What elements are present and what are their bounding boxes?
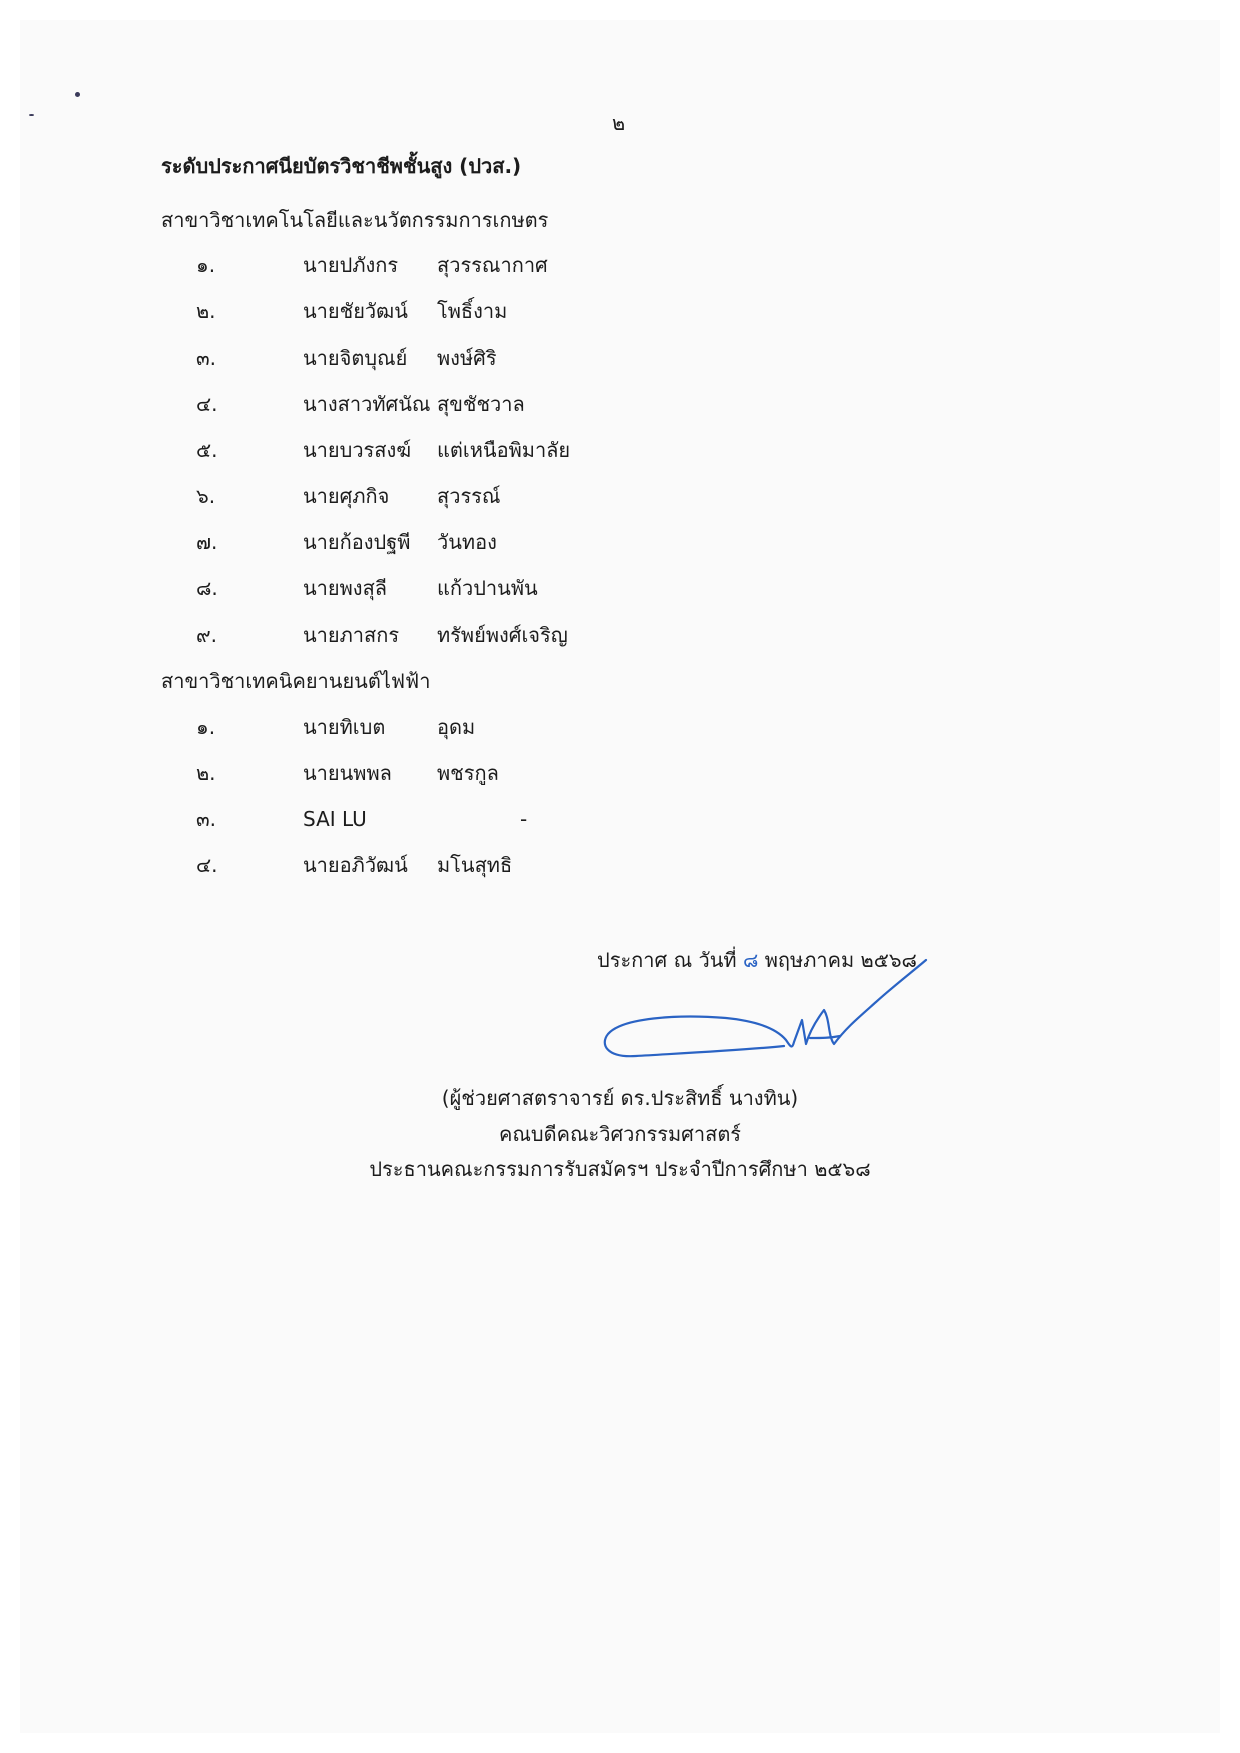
item-number: ๖.	[196, 484, 216, 508]
first-name: นายชัยวัฒน์	[303, 299, 408, 323]
scan-speck	[29, 114, 34, 116]
first-name: นายพงสุลี	[303, 576, 388, 600]
first-name: นายจิตบุณย์	[303, 346, 408, 370]
last-name: พชรกูล	[437, 761, 499, 785]
last-name: มโนสุทธิ	[437, 853, 513, 877]
item-number: ๓.	[196, 807, 217, 831]
signatory-name: (ผู้ช่วยศาสตราจารย์ ดร.ประสิทธิ์ นางทิน)	[441, 1086, 799, 1110]
signatory-position: คณบดีคณะวิศวกรรมศาสตร์	[498, 1122, 742, 1146]
list-item	[0, 297, 700, 329]
list-item	[0, 251, 700, 283]
last-name: อุดม	[437, 715, 476, 739]
first-name: นายปภังกร	[303, 253, 399, 277]
department-title: สาขาวิชาเทคโนโลยีและนวัตกรรมการเกษตร	[161, 208, 549, 232]
last-name: โพธิ์งาม	[437, 299, 508, 323]
handwritten-signature	[596, 958, 936, 1068]
first-name: นายศุภกิจ	[303, 484, 390, 508]
level-heading: ระดับประกาศนียบัตรวิชาชีพชั้นสูง (ปวส.)	[161, 154, 522, 178]
item-number: ๘.	[196, 576, 218, 600]
list-item	[0, 482, 700, 514]
item-number: ๑.	[196, 715, 216, 739]
first-name: นายนพพล	[303, 761, 392, 785]
item-number: ๒.	[196, 761, 216, 785]
item-number: ๒.	[196, 299, 216, 323]
announcement-day: ๘	[742, 948, 759, 972]
list-item	[0, 805, 700, 837]
last-name: แต่เหนือพิมาลัย	[437, 438, 571, 462]
last-name: วันทอง	[437, 530, 497, 554]
item-number: ๗.	[196, 530, 218, 554]
item-number: ๔.	[196, 392, 218, 416]
scan-speck	[75, 92, 80, 97]
first-name: นายก้องปฐพี	[303, 530, 411, 554]
list-item	[0, 390, 700, 422]
page-number: ๒	[612, 111, 626, 135]
department-title: สาขาวิชาเทคนิคยานยนต์ไฟฟ้า	[161, 669, 431, 693]
announcement-month-year: พฤษภาคม ๒๕๖๘	[764, 948, 917, 972]
list-item	[0, 528, 700, 560]
list-item	[0, 851, 700, 883]
first-name: นายอภิวัฒน์	[303, 853, 408, 877]
list-item	[0, 713, 700, 745]
last-name: สุวรรณ์	[437, 484, 501, 508]
list-item	[0, 344, 700, 376]
last-name: สุขชัชวาล	[437, 392, 525, 416]
item-number: ๙.	[196, 623, 218, 647]
list-item	[0, 436, 700, 468]
last-name: -	[520, 807, 528, 831]
list-item	[0, 621, 700, 653]
announcement-prefix: ประกาศ ณ วันที่	[597, 948, 737, 972]
list-item	[0, 574, 700, 606]
last-name: สุวรรณากาศ	[437, 253, 548, 277]
first-name: นางสาวทัศนัณ	[303, 392, 431, 416]
first-name: SAI LU	[303, 807, 367, 831]
first-name: นายภาสกร	[303, 623, 400, 647]
item-number: ๑.	[196, 253, 216, 277]
last-name: พงษ์ศิริ	[437, 346, 497, 370]
item-number: ๔.	[196, 853, 218, 877]
signatory-role: ประธานคณะกรรมการรับสมัครฯ ประจำปีการศึกษา ๒๕๖๘	[369, 1157, 871, 1181]
last-name: แก้วปานพัน	[437, 576, 538, 600]
first-name: นายทิเบต	[303, 715, 386, 739]
last-name: ทรัพย์พงศ์เจริญ	[437, 623, 568, 647]
list-item	[0, 759, 700, 791]
first-name: นายบวรสงฆ์	[303, 438, 412, 462]
item-number: ๓.	[196, 346, 217, 370]
item-number: ๕.	[196, 438, 218, 462]
